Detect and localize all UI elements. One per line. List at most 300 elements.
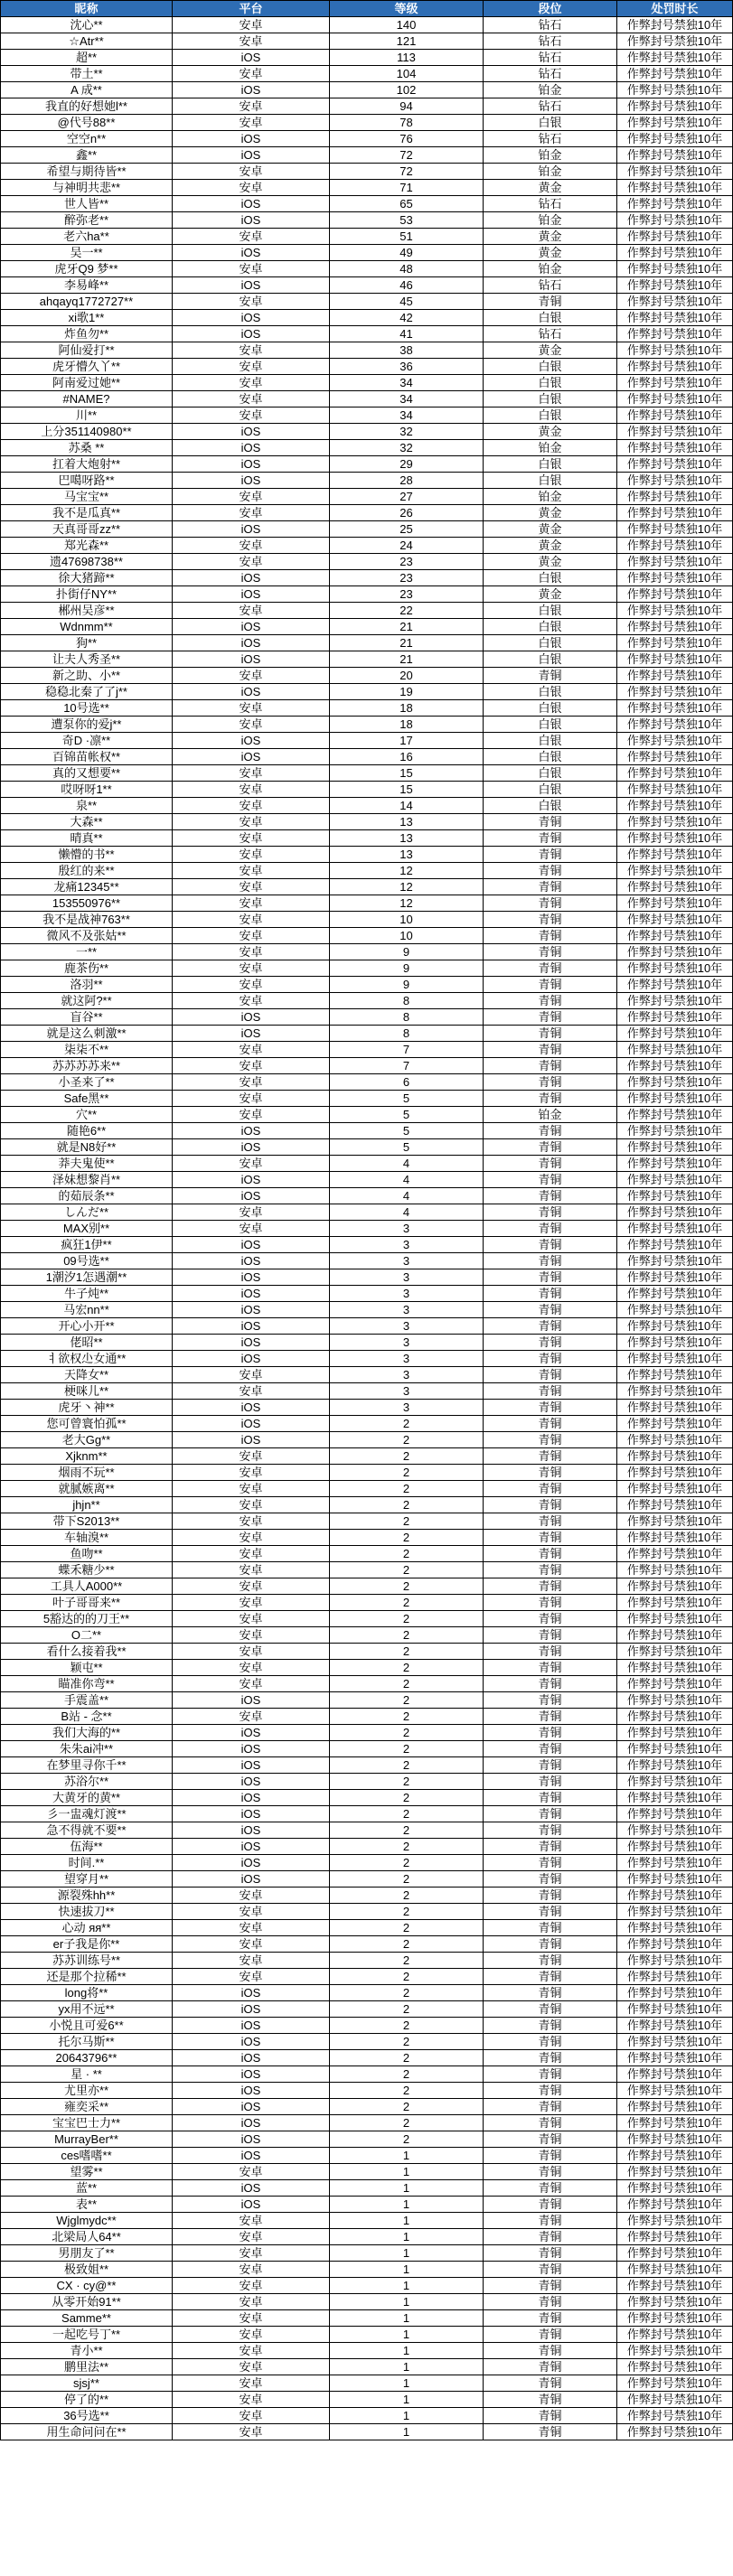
cell-level: 16 xyxy=(330,749,484,765)
cell-penalty: 作弊封号禁独10年 xyxy=(617,50,733,66)
cell-penalty: 作弊封号禁独10年 xyxy=(617,1367,733,1383)
cell-penalty: 作弊封号禁独10年 xyxy=(617,1318,733,1335)
cell-platform: 安卓 xyxy=(173,1936,330,1953)
header-rank: 段位 xyxy=(484,1,617,17)
cell-platform: 安卓 xyxy=(173,2164,330,2180)
cell-rank: 青铜 xyxy=(484,2359,617,2375)
cell-rank: 钻石 xyxy=(484,196,617,212)
cell-penalty: 作弊封号禁独10年 xyxy=(617,1676,733,1692)
cell-platform: 安卓 xyxy=(173,668,330,684)
cell-nickname: 阿仙爱打** xyxy=(1,342,173,359)
cell-penalty: 作弊封号禁独10年 xyxy=(617,1269,733,1286)
cell-nickname: 还是那个拉稀** xyxy=(1,1969,173,1985)
cell-level: 12 xyxy=(330,895,484,912)
cell-penalty: 作弊封号禁独10年 xyxy=(617,1058,733,1074)
cell-platform: iOS xyxy=(173,2148,330,2164)
table-body xyxy=(1,17,733,2440)
cell-level: 26 xyxy=(330,505,484,521)
table-row xyxy=(1,700,733,717)
cell-rank: 青铜 xyxy=(484,1595,617,1611)
cell-rank: 青铜 xyxy=(484,1806,617,1822)
cell-level: 2 xyxy=(330,2083,484,2099)
cell-platform: iOS xyxy=(173,1871,330,1888)
cell-rank: 青铜 xyxy=(484,1091,617,1107)
cell-penalty: 作弊封号禁独10年 xyxy=(617,17,733,33)
cell-platform: 安卓 xyxy=(173,66,330,82)
cell-level: 7 xyxy=(330,1058,484,1074)
cell-level: 2 xyxy=(330,1969,484,1985)
cell-penalty: 作弊封号禁独10年 xyxy=(617,1546,733,1562)
cell-rank: 青铜 xyxy=(484,294,617,310)
cell-rank: 黄金 xyxy=(484,586,617,603)
cell-platform: iOS xyxy=(173,1318,330,1335)
cell-rank: 青铜 xyxy=(484,2083,617,2099)
cell-level: 28 xyxy=(330,473,484,489)
cell-nickname: 炸鱼勿** xyxy=(1,326,173,342)
cell-level: 2 xyxy=(330,1578,484,1595)
cell-rank: 黄金 xyxy=(484,180,617,196)
table-row xyxy=(1,993,733,1009)
table-row xyxy=(1,407,733,424)
cell-level: 1 xyxy=(330,2375,484,2392)
cell-platform: 安卓 xyxy=(173,2278,330,2294)
cell-level: 78 xyxy=(330,115,484,131)
cell-nickname: O二** xyxy=(1,1627,173,1644)
cell-penalty: 作弊封号禁独10年 xyxy=(617,960,733,977)
cell-penalty: 作弊封号禁独10年 xyxy=(617,895,733,912)
cell-penalty: 作弊封号禁独10年 xyxy=(617,2180,733,2197)
cell-nickname: @代号88** xyxy=(1,115,173,131)
table-row xyxy=(1,1578,733,1595)
cell-level: 2 xyxy=(330,1595,484,1611)
cell-platform: iOS xyxy=(173,1806,330,1822)
cell-level: 20 xyxy=(330,668,484,684)
cell-platform: 安卓 xyxy=(173,717,330,733)
cell-rank: 青铜 xyxy=(484,2294,617,2310)
cell-level: 2 xyxy=(330,1416,484,1432)
table-row xyxy=(1,1969,733,1985)
table-row xyxy=(1,424,733,440)
cell-penalty: 作弊封号禁独10年 xyxy=(617,1709,733,1725)
cell-platform: 安卓 xyxy=(173,928,330,944)
cell-penalty: 作弊封号禁独10年 xyxy=(617,1026,733,1042)
cell-level: 5 xyxy=(330,1107,484,1123)
table-row xyxy=(1,2392,733,2408)
table-row xyxy=(1,489,733,505)
cell-level: 2 xyxy=(330,1953,484,1969)
cell-nickname: 虎牙丶神** xyxy=(1,1400,173,1416)
cell-rank: 白银 xyxy=(484,749,617,765)
cell-platform: iOS xyxy=(173,440,330,456)
cell-nickname: 颖屯** xyxy=(1,1660,173,1676)
cell-platform: 安卓 xyxy=(173,2229,330,2245)
cell-rank: 青铜 xyxy=(484,1969,617,1985)
table-row xyxy=(1,1009,733,1026)
cell-level: 2 xyxy=(330,1774,484,1790)
cell-nickname: 青小** xyxy=(1,2343,173,2359)
cell-platform: iOS xyxy=(173,1123,330,1139)
table-row xyxy=(1,1042,733,1058)
cell-nickname: 带下S2013** xyxy=(1,1513,173,1530)
cell-nickname: 尤里亦** xyxy=(1,2083,173,2099)
cell-nickname: 真的又想要** xyxy=(1,765,173,782)
cell-penalty: 作弊封号禁独10年 xyxy=(617,1221,733,1237)
table-row xyxy=(1,1237,733,1253)
cell-platform: 安卓 xyxy=(173,1221,330,1237)
header-level: 等级 xyxy=(330,1,484,17)
cell-penalty: 作弊封号禁独10年 xyxy=(617,1530,733,1546)
cell-platform: iOS xyxy=(173,147,330,164)
cell-penalty: 作弊封号禁独10年 xyxy=(617,1985,733,2001)
cell-platform: 安卓 xyxy=(173,2343,330,2359)
cell-level: 1 xyxy=(330,2408,484,2424)
cell-platform: 安卓 xyxy=(173,554,330,570)
cell-level: 5 xyxy=(330,1091,484,1107)
table-row xyxy=(1,912,733,928)
table-row xyxy=(1,1936,733,1953)
cell-penalty: 作弊封号禁独10年 xyxy=(617,1660,733,1676)
cell-penalty: 作弊封号禁独10年 xyxy=(617,782,733,798)
cell-penalty: 作弊封号禁独10年 xyxy=(617,570,733,586)
table-row xyxy=(1,1822,733,1839)
cell-level: 9 xyxy=(330,960,484,977)
cell-penalty: 作弊封号禁独10年 xyxy=(617,424,733,440)
cell-rank: 白银 xyxy=(484,765,617,782)
cell-penalty: 作弊封号禁独10年 xyxy=(617,1481,733,1497)
cell-platform: iOS xyxy=(173,2099,330,2115)
table-row xyxy=(1,1806,733,1822)
table-row xyxy=(1,2327,733,2343)
table-row xyxy=(1,521,733,538)
cell-platform: 安卓 xyxy=(173,977,330,993)
cell-rank: 青铜 xyxy=(484,2001,617,2018)
table-row xyxy=(1,440,733,456)
cell-nickname: 洛羽** xyxy=(1,977,173,993)
cell-nickname: MurrayBer** xyxy=(1,2131,173,2148)
cell-nickname: 随艳6** xyxy=(1,1123,173,1139)
cell-rank: 黄金 xyxy=(484,245,617,261)
cell-penalty: 作弊封号禁独10年 xyxy=(617,733,733,749)
table-row xyxy=(1,2131,733,2148)
cell-nickname: xi歌1** xyxy=(1,310,173,326)
cell-platform: iOS xyxy=(173,473,330,489)
cell-platform: iOS xyxy=(173,1026,330,1042)
cell-level: 2 xyxy=(330,1530,484,1546)
table-row xyxy=(1,147,733,164)
cell-nickname: 急不得就不要** xyxy=(1,1822,173,1839)
table-row xyxy=(1,1432,733,1448)
cell-platform: 安卓 xyxy=(173,1562,330,1578)
cell-nickname: 让夫人秀圣** xyxy=(1,651,173,668)
cell-rank: 青铜 xyxy=(484,1188,617,1204)
cell-level: 45 xyxy=(330,294,484,310)
cell-platform: iOS xyxy=(173,456,330,473)
table-row xyxy=(1,960,733,977)
cell-penalty: 作弊封号禁独10年 xyxy=(617,1448,733,1465)
cell-platform: iOS xyxy=(173,2018,330,2034)
table-row xyxy=(1,1269,733,1286)
table-row xyxy=(1,229,733,245)
cell-rank: 黄金 xyxy=(484,538,617,554)
cell-penalty: 作弊封号禁独10年 xyxy=(617,798,733,814)
cell-nickname: 鑫** xyxy=(1,147,173,164)
cell-level: 23 xyxy=(330,570,484,586)
cell-nickname: 宝宝巴士力** xyxy=(1,2115,173,2131)
cell-rank: 白银 xyxy=(484,603,617,619)
cell-rank: 青铜 xyxy=(484,1416,617,1432)
table-row xyxy=(1,196,733,212)
cell-platform: iOS xyxy=(173,2050,330,2066)
cell-penalty: 作弊封号禁独10年 xyxy=(617,2359,733,2375)
cell-nickname: 的茹辰条** xyxy=(1,1188,173,1204)
cell-nickname: 20643796** xyxy=(1,2050,173,2066)
cell-platform: 安卓 xyxy=(173,2424,330,2440)
table-row xyxy=(1,1774,733,1790)
cell-nickname: 大森** xyxy=(1,814,173,830)
cell-rank: 钻石 xyxy=(484,66,617,82)
cell-penalty: 作弊封号禁独10年 xyxy=(617,1741,733,1757)
cell-level: 2 xyxy=(330,1855,484,1871)
table-row xyxy=(1,2083,733,2099)
cell-nickname: 极致姐** xyxy=(1,2262,173,2278)
cell-nickname: 鹿茶伤** xyxy=(1,960,173,977)
cell-platform: iOS xyxy=(173,196,330,212)
cell-penalty: 作弊封号禁独10年 xyxy=(617,1806,733,1822)
cell-penalty: 作弊封号禁独10年 xyxy=(617,635,733,651)
cell-nickname: 就腻嫉离** xyxy=(1,1481,173,1497)
cell-platform: 安卓 xyxy=(173,944,330,960)
cell-rank: 青铜 xyxy=(484,2115,617,2131)
cell-nickname: 一起吃号丁** xyxy=(1,2327,173,2343)
cell-nickname: 鹏里法** xyxy=(1,2359,173,2375)
cell-nickname: 蝶禾糖少** xyxy=(1,1562,173,1578)
cell-platform: 安卓 xyxy=(173,98,330,115)
cell-platform: 安卓 xyxy=(173,1920,330,1936)
cell-platform: 安卓 xyxy=(173,1204,330,1221)
cell-level: 34 xyxy=(330,407,484,424)
cell-rank: 青铜 xyxy=(484,1269,617,1286)
table-row xyxy=(1,359,733,375)
cell-penalty: 作弊封号禁独10年 xyxy=(617,879,733,895)
cell-platform: 安卓 xyxy=(173,1074,330,1091)
cell-rank: 青铜 xyxy=(484,1725,617,1741)
cell-penalty: 作弊封号禁独10年 xyxy=(617,342,733,359)
cell-level: 2 xyxy=(330,2066,484,2083)
cell-level: 1 xyxy=(330,2327,484,2343)
cell-level: 18 xyxy=(330,700,484,717)
table-row xyxy=(1,2197,733,2213)
cell-level: 4 xyxy=(330,1156,484,1172)
cell-rank: 青铜 xyxy=(484,944,617,960)
cell-level: 1 xyxy=(330,2310,484,2327)
cell-penalty: 作弊封号禁独10年 xyxy=(617,2197,733,2213)
cell-rank: 青铜 xyxy=(484,2066,617,2083)
cell-rank: 青铜 xyxy=(484,1221,617,1237)
cell-nickname: 盲谷** xyxy=(1,1009,173,1026)
cell-nickname: ahqayq1772727** xyxy=(1,294,173,310)
table-row xyxy=(1,1839,733,1855)
cell-rank: 青铜 xyxy=(484,1432,617,1448)
cell-penalty: 作弊封号禁独10年 xyxy=(617,245,733,261)
cell-penalty: 作弊封号禁独10年 xyxy=(617,1611,733,1627)
cell-penalty: 作弊封号禁独10年 xyxy=(617,82,733,98)
cell-level: 1 xyxy=(330,2180,484,2197)
cell-platform: iOS xyxy=(173,310,330,326)
cell-platform: iOS xyxy=(173,1351,330,1367)
cell-platform: 安卓 xyxy=(173,765,330,782)
cell-platform: 安卓 xyxy=(173,2262,330,2278)
cell-level: 4 xyxy=(330,1204,484,1221)
cell-rank: 白银 xyxy=(484,717,617,733)
cell-level: 53 xyxy=(330,212,484,229)
cell-level: 72 xyxy=(330,164,484,180)
table-row xyxy=(1,277,733,294)
cell-rank: 钻石 xyxy=(484,17,617,33)
cell-platform: iOS xyxy=(173,1335,330,1351)
cell-rank: 青铜 xyxy=(484,2180,617,2197)
cell-rank: 青铜 xyxy=(484,1400,617,1416)
cell-penalty: 作弊封号禁独10年 xyxy=(617,1578,733,1595)
cell-nickname: 遭泵你的爱j** xyxy=(1,717,173,733)
cell-level: 3 xyxy=(330,1367,484,1383)
cell-penalty: 作弊封号禁独10年 xyxy=(617,765,733,782)
cell-platform: iOS xyxy=(173,1009,330,1026)
cell-level: 2 xyxy=(330,2018,484,2034)
table-row xyxy=(1,1156,733,1172)
cell-rank: 青铜 xyxy=(484,1920,617,1936)
cell-nickname: 扑街仔NY** xyxy=(1,586,173,603)
cell-platform: iOS xyxy=(173,2131,330,2148)
cell-platform: iOS xyxy=(173,1774,330,1790)
cell-nickname: Wjglmydc** xyxy=(1,2213,173,2229)
cell-rank: 青铜 xyxy=(484,2424,617,2440)
cell-penalty: 作弊封号禁独10年 xyxy=(617,407,733,424)
cell-rank: 铂金 xyxy=(484,147,617,164)
cell-penalty: 作弊封号禁独10年 xyxy=(617,1123,733,1139)
cell-level: 2 xyxy=(330,1806,484,1822)
table-row xyxy=(1,1302,733,1318)
cell-penalty: 作弊封号禁独10年 xyxy=(617,1139,733,1156)
cell-penalty: 作弊封号禁独10年 xyxy=(617,684,733,700)
cell-platform: 安卓 xyxy=(173,2245,330,2262)
cell-nickname: ㅕ欲权尐女通** xyxy=(1,1351,173,1367)
table-row xyxy=(1,2018,733,2034)
cell-rank: 青铜 xyxy=(484,1123,617,1139)
cell-rank: 青铜 xyxy=(484,1074,617,1091)
table-row xyxy=(1,2164,733,2180)
cell-penalty: 作弊封号禁独10年 xyxy=(617,391,733,407)
cell-rank: 青铜 xyxy=(484,2310,617,2327)
table-row xyxy=(1,1611,733,1627)
cell-penalty: 作弊封号禁独10年 xyxy=(617,1400,733,1416)
table-row xyxy=(1,586,733,603)
cell-level: 3 xyxy=(330,1237,484,1253)
cell-nickname: 我直的好想她l** xyxy=(1,98,173,115)
cell-rank: 青铜 xyxy=(484,1611,617,1627)
cell-penalty: 作弊封号禁独10年 xyxy=(617,1969,733,1985)
cell-platform: 安卓 xyxy=(173,1448,330,1465)
cell-nickname: 伍海** xyxy=(1,1839,173,1855)
table-row xyxy=(1,1318,733,1335)
cell-platform: 安卓 xyxy=(173,1156,330,1172)
cell-rank: 白银 xyxy=(484,115,617,131)
cell-penalty: 作弊封号禁独10年 xyxy=(617,2164,733,2180)
table-row xyxy=(1,1465,733,1481)
cell-rank: 青铜 xyxy=(484,2245,617,2262)
cell-rank: 青铜 xyxy=(484,1335,617,1351)
cell-nickname: 殷红的来** xyxy=(1,863,173,879)
table-row xyxy=(1,131,733,147)
cell-platform: 安卓 xyxy=(173,17,330,33)
cell-penalty: 作弊封号禁独10年 xyxy=(617,1286,733,1302)
cell-nickname: 雍奕采** xyxy=(1,2099,173,2115)
cell-penalty: 作弊封号禁独10年 xyxy=(617,717,733,733)
cell-nickname: 鱼吻** xyxy=(1,1546,173,1562)
table-row xyxy=(1,456,733,473)
cell-nickname: 苏苏训练号** xyxy=(1,1953,173,1969)
cell-rank: 青铜 xyxy=(484,1026,617,1042)
cell-rank: 钻石 xyxy=(484,131,617,147)
cell-penalty: 作弊封号禁独10年 xyxy=(617,33,733,50)
cell-rank: 青铜 xyxy=(484,1318,617,1335)
cell-nickname: 牛子炖** xyxy=(1,1286,173,1302)
cell-rank: 青铜 xyxy=(484,1497,617,1513)
cell-nickname: 泉** xyxy=(1,798,173,814)
table-row xyxy=(1,1107,733,1123)
table-row xyxy=(1,342,733,359)
cell-penalty: 作弊封号禁独10年 xyxy=(617,456,733,473)
cell-penalty: 作弊封号禁独10年 xyxy=(617,1920,733,1936)
table-row xyxy=(1,1367,733,1383)
cell-platform: 安卓 xyxy=(173,1644,330,1660)
cell-rank: 青铜 xyxy=(484,1985,617,2001)
cell-platform: 安卓 xyxy=(173,1969,330,1985)
table-row xyxy=(1,1026,733,1042)
cell-platform: 安卓 xyxy=(173,1058,330,1074)
cell-platform: 安卓 xyxy=(173,798,330,814)
cell-penalty: 作弊封号禁独10年 xyxy=(617,928,733,944)
cell-rank: 青铜 xyxy=(484,1562,617,1578)
cell-level: 2 xyxy=(330,1497,484,1513)
table-row xyxy=(1,1513,733,1530)
cell-penalty: 作弊封号禁独10年 xyxy=(617,2375,733,2392)
cell-nickname: 5豁达的的刀王** xyxy=(1,1611,173,1627)
cell-penalty: 作弊封号禁独10年 xyxy=(617,1172,733,1188)
cell-platform: 安卓 xyxy=(173,1888,330,1904)
cell-rank: 青铜 xyxy=(484,2408,617,2424)
cell-penalty: 作弊封号禁独10年 xyxy=(617,1595,733,1611)
cell-platform: 安卓 xyxy=(173,538,330,554)
cell-rank: 青铜 xyxy=(484,1009,617,1026)
cell-level: 41 xyxy=(330,326,484,342)
table-row xyxy=(1,1692,733,1709)
table-row xyxy=(1,2343,733,2359)
cell-nickname: 就是这么刺激** xyxy=(1,1026,173,1042)
table-row xyxy=(1,1920,733,1936)
cell-platform: iOS xyxy=(173,1188,330,1204)
cell-platform: 安卓 xyxy=(173,359,330,375)
cell-penalty: 作弊封号禁独10年 xyxy=(617,1416,733,1432)
cell-nickname: 苏浴尔** xyxy=(1,1774,173,1790)
cell-level: 102 xyxy=(330,82,484,98)
cell-rank: 白银 xyxy=(484,473,617,489)
cell-rank: 白银 xyxy=(484,310,617,326)
table-row xyxy=(1,1790,733,1806)
cell-rank: 青铜 xyxy=(484,2262,617,2278)
cell-rank: 青铜 xyxy=(484,1448,617,1465)
cell-platform: 安卓 xyxy=(173,1497,330,1513)
cell-nickname: MAX别** xyxy=(1,1221,173,1237)
